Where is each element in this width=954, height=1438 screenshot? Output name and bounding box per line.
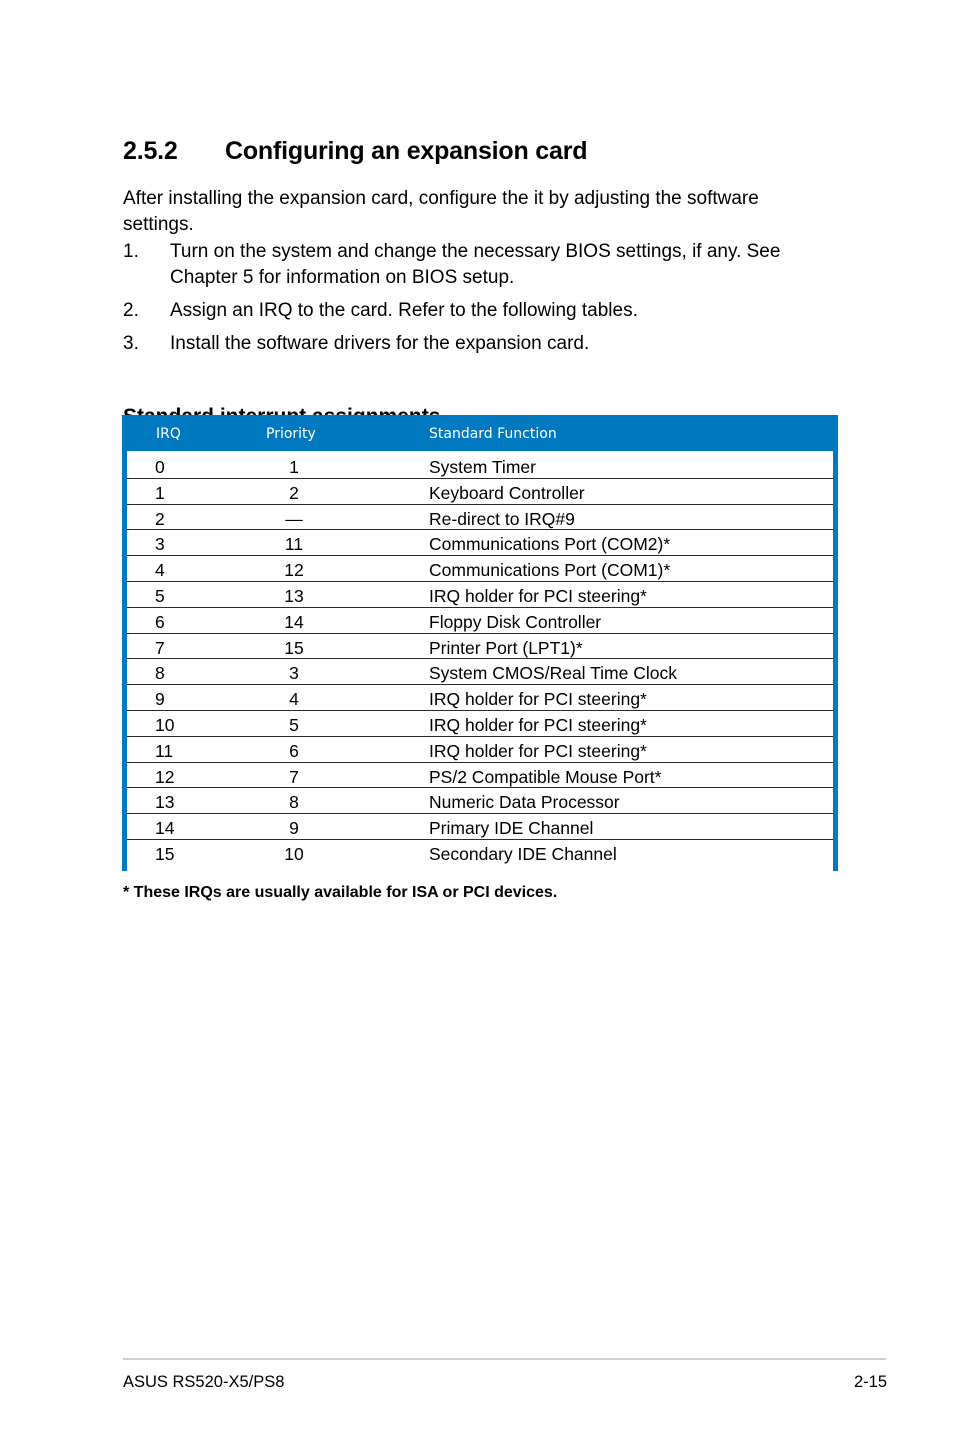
cell-irq: 1 bbox=[155, 482, 165, 503]
section-heading bbox=[123, 137, 587, 166]
cell-priority: 12 bbox=[284, 560, 304, 581]
cell-function: Communications Port (COM1)* bbox=[429, 560, 671, 581]
cell-irq: 6 bbox=[155, 611, 165, 632]
step-text: Turn on the system and change the necessary BIOS settings, if any. See Chapter 5 for information on BIOS setup. bbox=[170, 241, 781, 288]
cell-priority: 4 bbox=[289, 689, 299, 710]
cell-irq: 15 bbox=[155, 844, 175, 864]
cell-irq: 2 bbox=[155, 508, 165, 529]
step-number: 2. bbox=[123, 300, 139, 321]
step-item bbox=[123, 239, 843, 291]
table-row bbox=[127, 685, 833, 711]
cell-priority: 10 bbox=[284, 844, 304, 864]
table-row bbox=[127, 840, 833, 866]
table-row bbox=[127, 634, 833, 660]
table-row bbox=[127, 608, 833, 634]
cell-priority: 14 bbox=[284, 611, 304, 632]
cell-function: Keyboard Controller bbox=[429, 482, 585, 503]
cell-irq: 12 bbox=[155, 766, 175, 787]
cell-priority: — bbox=[285, 508, 303, 529]
irq-table bbox=[122, 415, 838, 871]
cell-function: IRQ holder for PCI steering* bbox=[429, 689, 647, 710]
cell-priority: 13 bbox=[284, 586, 304, 606]
cell-irq: 4 bbox=[155, 560, 165, 581]
cell-irq: 11 bbox=[155, 740, 174, 761]
step-number: 1. bbox=[123, 241, 139, 262]
cell-priority: 9 bbox=[289, 818, 299, 839]
table-row bbox=[127, 814, 833, 840]
cell-priority: 5 bbox=[289, 715, 299, 735]
intro-paragraph: After installing the expansion card, configure the it by adjusting the software settings. bbox=[123, 188, 759, 235]
section-number: 2.5.2 bbox=[123, 136, 178, 165]
cell-irq: 8 bbox=[155, 663, 165, 684]
cell-irq: 3 bbox=[155, 534, 165, 555]
cell-priority: 8 bbox=[289, 792, 299, 813]
cell-priority: 3 bbox=[289, 663, 299, 684]
cell-irq: 7 bbox=[155, 637, 165, 658]
table-row bbox=[127, 788, 833, 814]
table-header bbox=[122, 415, 838, 451]
header-priority: Priority bbox=[266, 426, 316, 442]
cell-function: IRQ holder for PCI steering* bbox=[429, 715, 647, 735]
step-text: Install the software drivers for the expansion card. bbox=[170, 333, 590, 354]
cell-irq: 14 bbox=[155, 818, 175, 839]
header-irq: IRQ bbox=[156, 426, 181, 442]
table-footnote: * These IRQs are usually available for ISA or PCI devices. bbox=[123, 884, 558, 901]
cell-function: Primary IDE Channel bbox=[429, 818, 594, 839]
table-row bbox=[127, 453, 833, 479]
cell-function: IRQ holder for PCI steering* bbox=[429, 740, 647, 761]
cell-function: System Timer bbox=[429, 457, 536, 477]
footer-divider bbox=[123, 1358, 886, 1360]
table-row bbox=[127, 659, 833, 685]
cell-function: Printer Port (LPT1)* bbox=[429, 637, 583, 658]
table-row bbox=[127, 556, 833, 582]
footer-page-number: 2-15 bbox=[853, 1373, 887, 1391]
cell-function: Floppy Disk Controller bbox=[429, 611, 602, 632]
cell-irq: 13 bbox=[155, 792, 175, 813]
header-function: Standard Function bbox=[429, 426, 557, 442]
step-number: 3. bbox=[123, 333, 139, 354]
cell-function: Communications Port (COM2)* bbox=[429, 534, 671, 555]
cell-function: System CMOS/Real Time Clock bbox=[429, 663, 677, 684]
cell-function: Secondary IDE Channel bbox=[429, 844, 617, 864]
cell-function: Re-direct to IRQ#9 bbox=[429, 508, 575, 529]
table-row bbox=[127, 711, 833, 737]
table-row bbox=[127, 582, 833, 608]
cell-priority: 1 bbox=[289, 457, 299, 477]
table-row bbox=[127, 763, 833, 789]
table-row bbox=[127, 479, 833, 505]
cell-priority: 6 bbox=[289, 740, 299, 761]
table-row bbox=[127, 737, 833, 763]
step-item bbox=[123, 331, 843, 357]
cell-irq: 5 bbox=[155, 586, 165, 606]
steps-list bbox=[123, 239, 843, 364]
table-row bbox=[127, 505, 833, 531]
cell-function: IRQ holder for PCI steering* bbox=[429, 586, 647, 606]
cell-function: Numeric Data Processor bbox=[429, 792, 620, 813]
cell-priority: 7 bbox=[289, 766, 299, 787]
table-body bbox=[127, 451, 833, 880]
footer-product: ASUS RS520-X5/PS8 bbox=[123, 1373, 285, 1391]
cell-function: PS/2 Compatible Mouse Port* bbox=[429, 766, 662, 787]
cell-irq: 0 bbox=[155, 457, 165, 477]
section-title: Configuring an expansion card bbox=[225, 136, 588, 165]
step-text: Assign an IRQ to the card. Refer to the following tables. bbox=[170, 300, 638, 321]
cell-irq: 10 bbox=[155, 715, 175, 735]
cell-priority: 11 bbox=[284, 534, 304, 555]
cell-priority: 2 bbox=[289, 482, 299, 503]
table-row bbox=[127, 530, 833, 556]
cell-priority: 15 bbox=[284, 637, 304, 658]
cell-irq: 9 bbox=[155, 689, 165, 710]
step-item bbox=[123, 298, 843, 324]
